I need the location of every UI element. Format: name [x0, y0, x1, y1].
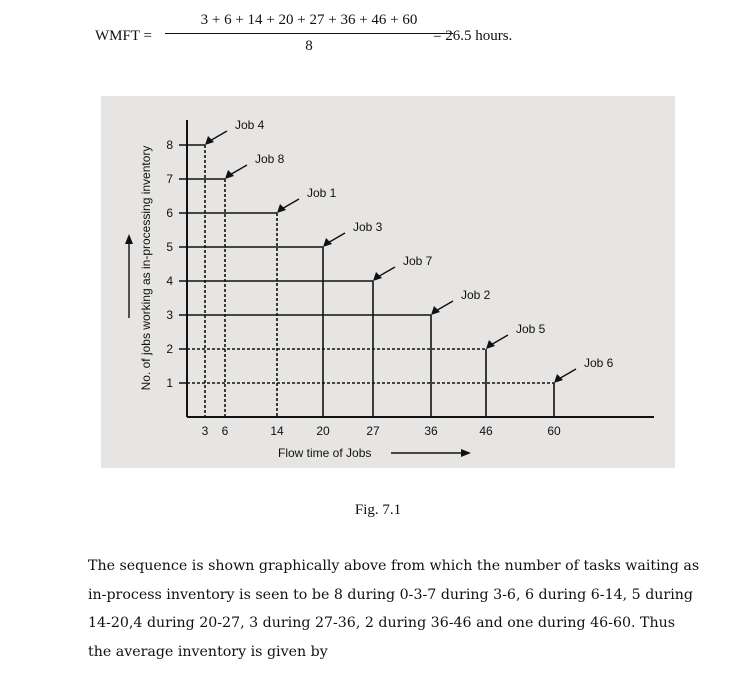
arrow-head: [277, 204, 286, 213]
body-paragraph: [88, 552, 700, 666]
x-tick-label: 27: [366, 424, 380, 438]
x-tick-label: 46: [479, 424, 493, 438]
y-tick-label: 5: [166, 240, 173, 254]
formula-fraction: [165, 10, 453, 56]
job-label: Job 1: [307, 186, 337, 200]
y-tick-label: 3: [166, 308, 173, 322]
arrow-head: [486, 340, 495, 349]
x-tick-label: 14: [270, 424, 284, 438]
y-axis-title: No. of jobs working as in-processing inventory: [139, 145, 153, 391]
formula-rhs: = 26.5 hours.: [433, 28, 513, 44]
paragraph-line: The sequence is shown graphically above from which the number of tasks waiting as: [88, 558, 700, 574]
y-tick-label: 6: [166, 206, 173, 220]
wmft-formula: [95, 10, 555, 60]
paragraph-line: 14-20,4 during 20-27, 3 during 27-36, 2 during 36-46 and one during 46-60. Thus: [88, 615, 676, 631]
x-axis-title: Flow time of Jobs: [278, 446, 372, 460]
y-tick-label: 4: [166, 274, 173, 288]
x-tick-label: 36: [424, 424, 438, 438]
x-tick-label: 3: [201, 424, 209, 438]
y-title-arrowhead: [125, 234, 133, 244]
paragraph-line: the average inventory is given by: [88, 643, 328, 660]
job-label: Job 2: [461, 288, 491, 302]
fraction-bar: [165, 33, 453, 34]
y-tick-label: 2: [166, 342, 173, 356]
x-tick-label: 20: [316, 424, 330, 438]
arrow-head: [373, 272, 382, 281]
job-label: Job 7: [403, 254, 433, 268]
y-tick-label: 8: [166, 138, 173, 152]
arrow-head: [431, 306, 440, 315]
formula-lhs: WMFT =: [95, 28, 152, 44]
job-label: Job 4: [235, 118, 265, 132]
step-chart: [101, 96, 675, 468]
job-label: Job 6: [584, 356, 614, 370]
figure-caption: Fig. 7.1: [354, 502, 402, 518]
arrow-head: [225, 170, 234, 179]
arrow-head: [323, 238, 332, 247]
figure-scan: [101, 96, 675, 468]
arrow-head: [205, 136, 214, 145]
job-label: Job 3: [353, 220, 383, 234]
formula-numerator: 3 + 6 + 14 + 20 + 27 + 36 + 46 + 60: [200, 12, 418, 28]
y-tick-label: 7: [166, 172, 173, 186]
x-tick-label: 6: [221, 424, 229, 438]
x-tick-label: 60: [547, 424, 561, 438]
y-tick-label: 1: [166, 376, 173, 390]
arrow-head: [554, 374, 563, 383]
x-title-arrowhead: [461, 449, 471, 457]
formula-denominator: 8: [305, 38, 313, 54]
paragraph-line: in-process inventory is seen to be 8 during 0-3-7 during 3-6, 6 during 6-14, 5 during: [88, 586, 693, 603]
job-label: Job 8: [255, 152, 285, 166]
job-label: Job 5: [516, 322, 546, 336]
